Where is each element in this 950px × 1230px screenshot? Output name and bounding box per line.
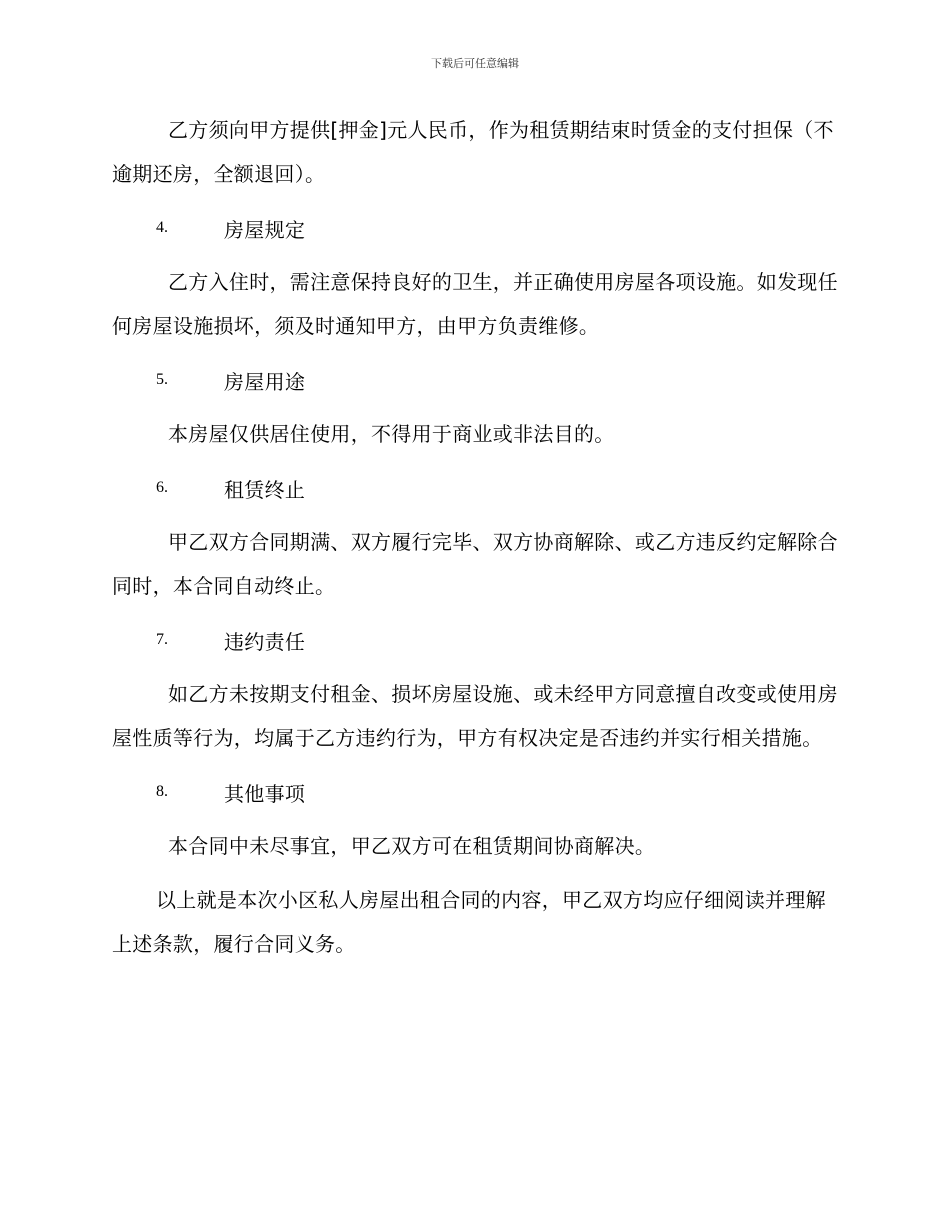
- section-body-4: 乙方入住时，需注意保持良好的卫生，并正确使用房屋各项设施。如发现任何房屋设施损坏，须及时通知甲方，由甲方负责维修。: [112, 270, 838, 338]
- section-title: 房屋规定: [224, 217, 306, 242]
- document-body: [112, 108, 842, 976]
- page-header: 下载后可任意编辑: [431, 57, 519, 70]
- section-title: 租赁终止: [224, 477, 306, 502]
- deposit-paragraph: 乙方须向甲方提供[押金]元人民币，作为租赁期结束时赁金的支付担保（不逾期还房，全额退回）。: [112, 118, 834, 186]
- section-heading-7: [112, 618, 842, 662]
- section-title: 违约责任: [224, 629, 306, 654]
- section-heading-6: [112, 466, 842, 510]
- section-body-6: 甲乙双方合同期满、双方履行完毕、双方协商解除、或乙方违反约定解除合同时，本合同自动终止。: [112, 530, 838, 598]
- section-number: 8.: [156, 783, 168, 800]
- section-heading-5: [112, 358, 842, 402]
- section-number: 5.: [156, 371, 168, 388]
- section-number: 6.: [156, 479, 168, 496]
- closing-paragraph: 以上就是本次小区私人房屋出租合同的内容，甲乙双方均应仔细阅读并理解上述条款，履行合同义务。: [112, 888, 826, 956]
- section-body-7: 如乙方未按期支付租金、损坏房屋设施、或未经甲方同意擅自改变或使用房屋性质等行为，均属于乙方违约行为，甲方有权决定是否违约并实行相关措施。: [112, 682, 838, 750]
- section-number: 4.: [156, 219, 168, 236]
- section-title: 其他事项: [224, 781, 306, 806]
- section-title: 房屋用途: [224, 369, 306, 394]
- section-heading-4: [112, 206, 842, 250]
- section-body-5: 本房屋仅供居住使用，不得用于商业或非法目的。: [168, 422, 615, 446]
- section-heading-8: [112, 770, 842, 814]
- section-number: 7.: [156, 631, 168, 648]
- section-body-8: 本合同中未尽事宜，甲乙双方可在租赁期间协商解决。: [168, 834, 656, 858]
